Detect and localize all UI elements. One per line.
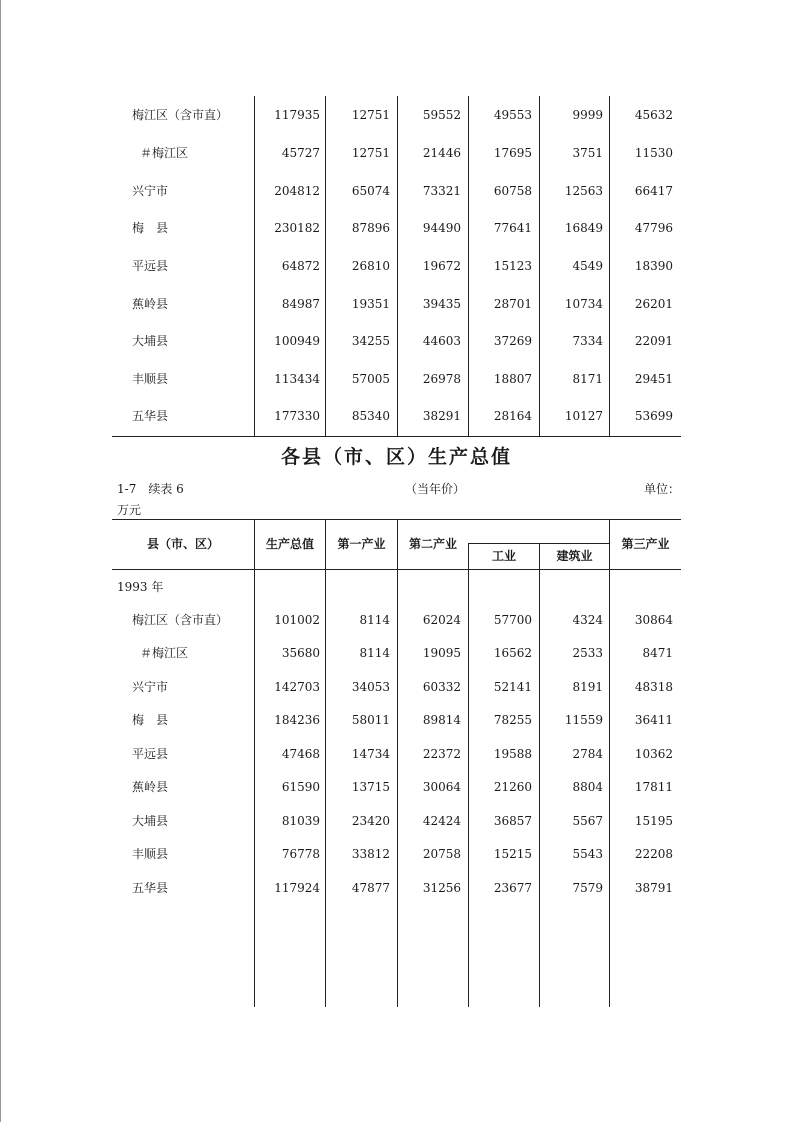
header-industry: 工业 xyxy=(491,549,516,563)
industry: 77641 xyxy=(493,221,532,235)
table-row xyxy=(112,331,681,351)
header-county: 县（市、区） xyxy=(146,537,219,551)
construction: 8171 xyxy=(572,372,603,386)
gdp-total: 113434 xyxy=(274,372,320,386)
industry: 18807 xyxy=(493,372,532,386)
primary-industry: 57005 xyxy=(351,372,390,386)
primary-industry: 47877 xyxy=(351,881,390,895)
construction: 10127 xyxy=(564,409,603,423)
primary-industry: 34053 xyxy=(351,680,390,694)
construction: 10734 xyxy=(564,297,603,311)
gdp-total: 47468 xyxy=(281,747,320,761)
construction: 7334 xyxy=(572,334,603,348)
tertiary-industry: 38791 xyxy=(634,881,673,895)
construction: 5543 xyxy=(572,847,603,861)
industry: 17695 xyxy=(493,146,532,160)
table-row xyxy=(112,181,681,201)
gdp-total: 184236 xyxy=(274,713,320,727)
tertiary-industry: 48318 xyxy=(634,680,673,694)
header-primary: 第一产业 xyxy=(337,537,386,551)
tertiary-industry: 22091 xyxy=(634,334,673,348)
construction: 9999 xyxy=(572,108,603,122)
primary-industry: 33812 xyxy=(351,847,390,861)
tertiary-industry: 17811 xyxy=(634,780,673,794)
table-row xyxy=(112,218,681,238)
construction: 16849 xyxy=(564,221,603,235)
primary-industry: 85340 xyxy=(351,409,390,423)
gdp-total: 230182 xyxy=(274,221,320,235)
primary-industry: 12751 xyxy=(351,146,390,160)
secondary-industry: 39435 xyxy=(422,297,461,311)
primary-industry: 87896 xyxy=(351,221,390,235)
secondary-industry: 31256 xyxy=(422,881,461,895)
construction: 5567 xyxy=(572,814,603,828)
county-name: 平远县 xyxy=(132,747,169,761)
primary-industry: 8114 xyxy=(359,646,390,660)
tertiary-industry: 26201 xyxy=(634,297,673,311)
tertiary-industry: 30864 xyxy=(634,613,673,627)
industry: 52141 xyxy=(493,680,532,694)
industry: 21260 xyxy=(493,780,532,794)
unit-label: 单位： xyxy=(644,482,681,496)
primary-industry: 58011 xyxy=(351,713,390,727)
county-name: 梅 县 xyxy=(132,221,169,235)
secondary-industry: 20758 xyxy=(422,847,461,861)
gdp-total: 76778 xyxy=(281,847,320,861)
primary-industry: 34255 xyxy=(351,334,390,348)
table-row xyxy=(112,369,681,389)
county-name: 丰顺县 xyxy=(132,847,169,861)
county-name: ＃梅江区 xyxy=(140,146,189,160)
tertiary-industry: 45632 xyxy=(634,108,673,122)
tertiary-industry: 53699 xyxy=(634,409,673,423)
gdp-total: 117935 xyxy=(274,108,320,122)
tertiary-industry: 66417 xyxy=(634,184,673,198)
secondary-industry: 22372 xyxy=(422,747,461,761)
gdp-total: 204812 xyxy=(274,184,320,198)
gdp-total: 100949 xyxy=(274,334,320,348)
table-row xyxy=(112,610,681,630)
industry: 28701 xyxy=(493,297,532,311)
secondary-industry: 60332 xyxy=(422,680,461,694)
secondary-industry: 26978 xyxy=(422,372,461,386)
gdp-total: 101002 xyxy=(274,613,320,627)
county-name: 蕉岭县 xyxy=(132,780,169,794)
table-row xyxy=(112,878,681,898)
tertiary-industry: 8471 xyxy=(642,646,673,660)
secondary-industry: 19672 xyxy=(422,259,461,273)
secondary-industry: 44603 xyxy=(422,334,461,348)
tertiary-industry: 15195 xyxy=(634,814,673,828)
table-row xyxy=(112,105,681,125)
table-row xyxy=(112,777,681,797)
gdp-total: 177330 xyxy=(274,409,320,423)
table-row xyxy=(112,143,681,163)
construction: 8804 xyxy=(572,780,603,794)
industry: 16562 xyxy=(493,646,532,660)
table-row xyxy=(112,710,681,730)
county-name: 丰顺县 xyxy=(132,372,169,386)
construction: 4324 xyxy=(572,613,603,627)
header-secondary: 第二产业 xyxy=(408,537,457,551)
primary-industry: 14734 xyxy=(351,747,390,761)
secondary-industry: 38291 xyxy=(422,409,461,423)
unit-value: 万元 xyxy=(117,503,142,517)
header-tertiary: 第三产业 xyxy=(621,537,670,551)
secondary-industry: 62024 xyxy=(422,613,461,627)
tertiary-industry: 29451 xyxy=(634,372,673,386)
table-row xyxy=(112,406,681,426)
table-row xyxy=(112,744,681,764)
industry: 37269 xyxy=(493,334,532,348)
gdp-total: 64872 xyxy=(281,259,320,273)
tertiary-industry: 10362 xyxy=(634,747,673,761)
gdp-total: 81039 xyxy=(281,814,320,828)
primary-industry: 8114 xyxy=(359,613,390,627)
industry: 49553 xyxy=(493,108,532,122)
table-row xyxy=(112,844,681,864)
primary-industry: 13715 xyxy=(351,780,390,794)
county-name: 平远县 xyxy=(132,259,169,273)
table-number: 1-7 续表 6 xyxy=(117,482,184,496)
secondary-industry: 89814 xyxy=(422,713,461,727)
gdp-total: 84987 xyxy=(281,297,320,311)
county-name: 蕉岭县 xyxy=(132,297,169,311)
county-name: 五华县 xyxy=(132,409,169,423)
industry: 28164 xyxy=(493,409,532,423)
county-name: 大埔县 xyxy=(132,814,169,828)
construction: 8191 xyxy=(572,680,603,694)
industry: 15215 xyxy=(493,847,532,861)
page-title: 各县（市、区）生产总值 xyxy=(280,446,512,468)
industry: 57700 xyxy=(493,613,532,627)
construction: 2784 xyxy=(572,747,603,761)
table-bottom-rule xyxy=(112,436,681,437)
county-name: 五华县 xyxy=(132,881,169,895)
tertiary-industry: 11530 xyxy=(634,146,673,160)
secondary-industry: 21446 xyxy=(422,146,461,160)
construction: 11559 xyxy=(564,713,603,727)
primary-industry: 19351 xyxy=(351,297,390,311)
secondary-industry: 59552 xyxy=(422,108,461,122)
county-name: 梅江区（含市直） xyxy=(132,108,229,122)
construction: 12563 xyxy=(564,184,603,198)
county-name: 梅 县 xyxy=(132,713,169,727)
tertiary-industry: 18390 xyxy=(634,259,673,273)
industry: 78255 xyxy=(493,713,532,727)
industry: 23677 xyxy=(493,881,532,895)
tertiary-industry: 47796 xyxy=(634,221,673,235)
industry: 36857 xyxy=(493,814,532,828)
gdp-total: 142703 xyxy=(274,680,320,694)
county-name: 兴宁市 xyxy=(132,680,169,694)
table-row xyxy=(112,643,681,663)
secondary-industry: 19095 xyxy=(422,646,461,660)
price-note: （当年价） xyxy=(405,482,466,496)
construction: 4549 xyxy=(572,259,603,273)
tertiary-industry: 36411 xyxy=(634,713,673,727)
county-name: 大埔县 xyxy=(132,334,169,348)
year-label: 1993 年 xyxy=(117,580,164,594)
header-gdp-total: 生产总值 xyxy=(265,537,314,551)
secondary-industry: 42424 xyxy=(422,814,461,828)
construction: 2533 xyxy=(572,646,603,660)
primary-industry: 65074 xyxy=(351,184,390,198)
construction: 7579 xyxy=(572,881,603,895)
header-construction: 建筑业 xyxy=(556,549,593,563)
gdp-total: 35680 xyxy=(281,646,320,660)
industry: 60758 xyxy=(493,184,532,198)
table-row xyxy=(112,294,681,314)
secondary-industry: 94490 xyxy=(422,221,461,235)
county-name: 兴宁市 xyxy=(132,184,169,198)
county-name: 梅江区（含市直） xyxy=(132,613,229,627)
table-row xyxy=(112,677,681,697)
industry: 15123 xyxy=(493,259,532,273)
primary-industry: 23420 xyxy=(351,814,390,828)
construction: 3751 xyxy=(572,146,603,160)
industry: 19588 xyxy=(493,747,532,761)
table-row xyxy=(112,811,681,831)
primary-industry: 12751 xyxy=(351,108,390,122)
page-edge xyxy=(0,0,1,1122)
county-name: ＃梅江区 xyxy=(140,646,189,660)
tertiary-industry: 22208 xyxy=(634,847,673,861)
table-row xyxy=(112,256,681,276)
primary-industry: 26810 xyxy=(351,259,390,273)
gdp-total: 117924 xyxy=(274,881,320,895)
secondary-industry: 73321 xyxy=(422,184,461,198)
gdp-total: 45727 xyxy=(281,146,320,160)
secondary-industry: 30064 xyxy=(422,780,461,794)
gdp-total: 61590 xyxy=(281,780,320,794)
